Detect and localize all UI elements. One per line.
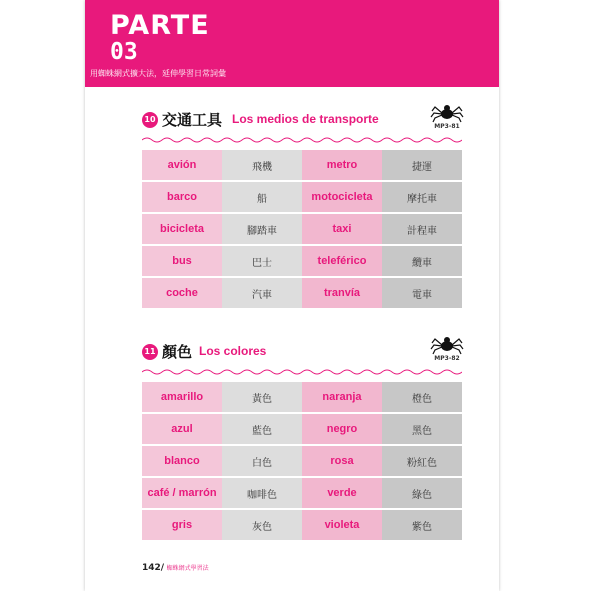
vocab-es: negro (302, 414, 382, 444)
book-page (85, 0, 499, 591)
part-number: 03 (110, 39, 138, 65)
part-subtitle: 用蜘蛛網式擴大法，延伸學習日常詞彙 (90, 69, 226, 78)
vocab-zh: 綠色 (382, 478, 462, 508)
vocab-es: bicicleta (142, 214, 222, 244)
vocab-zh: 橙色 (382, 382, 462, 412)
vocab-es: barco (142, 182, 222, 212)
vocab-es: avión (142, 150, 222, 180)
vocab-zh: 黃色 (222, 382, 302, 412)
vocab-zh: 黑色 (382, 414, 462, 444)
part-title: PARTE (110, 10, 210, 41)
section-heading (142, 108, 462, 132)
vocab-es: taxi (302, 214, 382, 244)
vocab-es: amarillo (142, 382, 222, 412)
vocab-es: verde (302, 478, 382, 508)
vocab-es: motocicleta (302, 182, 382, 212)
section-colors (142, 340, 462, 533)
footer-text: 蜘蛛網式學習法 (166, 565, 209, 572)
vocab-zh: 飛機 (222, 150, 302, 180)
part-header-banner (85, 0, 499, 87)
vocab-zh: 腳踏車 (222, 214, 302, 244)
vocab-es: tranvía (302, 278, 382, 308)
vocab-zh: 纜車 (382, 246, 462, 276)
section-heading (142, 340, 462, 364)
page-number: 142/ (142, 563, 165, 573)
mp3-track-label: MP3-82 (434, 355, 460, 362)
vocab-zh: 藍色 (222, 414, 302, 444)
vocab-es: teleférico (302, 246, 382, 276)
vocab-es: rosa (302, 446, 382, 476)
section-title-es: Los colores (199, 344, 267, 358)
vocab-es: blanco (142, 446, 222, 476)
vocab-zh: 粉紅色 (382, 446, 462, 476)
vocab-zh: 摩托車 (382, 182, 462, 212)
section-transport (142, 108, 462, 301)
vocab-zh: 白色 (222, 446, 302, 476)
vocab-table (142, 150, 462, 308)
section-title-zh: 交通工具 (162, 111, 223, 129)
vocab-zh: 汽車 (222, 278, 302, 308)
wavy-divider (142, 136, 462, 144)
vocab-zh: 電車 (382, 278, 462, 308)
vocab-zh: 紫色 (382, 510, 462, 540)
vocab-zh: 船 (222, 182, 302, 212)
vocab-zh: 巴士 (222, 246, 302, 276)
vocab-zh: 灰色 (222, 510, 302, 540)
section-title-es: Los medios de transporte (232, 112, 379, 126)
vocab-es: coche (142, 278, 222, 308)
wavy-divider (142, 368, 462, 376)
spider-icon (430, 334, 464, 356)
vocab-zh: 捷運 (382, 150, 462, 180)
section-number-badge: 11 (142, 344, 158, 360)
mp3-track-label: MP3-81 (434, 123, 460, 130)
mp3-audio-button[interactable] (430, 102, 464, 132)
mp3-audio-button[interactable] (430, 334, 464, 364)
vocab-es: violeta (302, 510, 382, 540)
page-footer (142, 563, 209, 573)
vocab-es: bus (142, 246, 222, 276)
vocab-table (142, 382, 462, 540)
section-number-badge: 10 (142, 112, 158, 128)
vocab-zh: 計程車 (382, 214, 462, 244)
spider-icon (430, 102, 464, 124)
vocab-es: azul (142, 414, 222, 444)
vocab-zh: 咖啡色 (222, 478, 302, 508)
vocab-es: naranja (302, 382, 382, 412)
vocab-es: gris (142, 510, 222, 540)
vocab-es: café / marrón (142, 478, 222, 508)
section-title-zh: 顏色 (162, 343, 193, 361)
vocab-es: metro (302, 150, 382, 180)
